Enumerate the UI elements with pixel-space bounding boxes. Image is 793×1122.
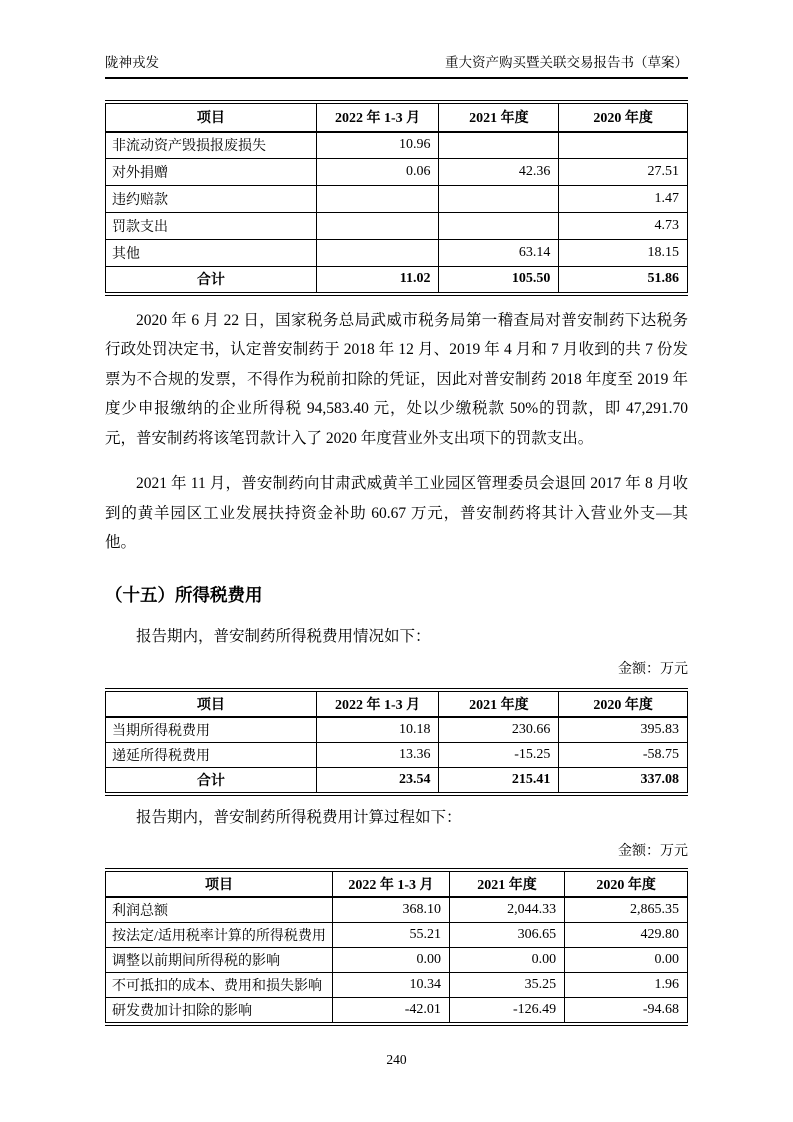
cell-value: 55.21 <box>332 922 449 947</box>
cell-value: 2,865.35 <box>565 897 688 923</box>
row-label: 不可抵扣的成本、费用和损失影响 <box>106 972 333 997</box>
cell-value: 0.00 <box>565 947 688 972</box>
cell-value: 10.34 <box>332 972 449 997</box>
non-operating-expenses-table <box>105 100 688 296</box>
cell-value: 105.50 <box>439 267 559 294</box>
cell-value: 27.51 <box>559 159 688 186</box>
table-row <box>106 997 688 1024</box>
income-tax-expense-table <box>105 688 688 796</box>
table-row <box>106 972 688 997</box>
table-header-row <box>106 690 688 717</box>
cell-value: -42.01 <box>332 997 449 1024</box>
cell-value: 13.36 <box>316 743 439 768</box>
page-content <box>105 0 688 1068</box>
header-right-title: 重大资产购买暨关联交易报告书（草案） <box>445 55 688 70</box>
cell-value: 395.83 <box>559 717 688 743</box>
cell-value: 368.10 <box>332 897 449 923</box>
row-label: 研发费加计扣除的影响 <box>106 997 333 1024</box>
table-row <box>106 922 688 947</box>
table-row <box>106 132 688 159</box>
cell-value: 0.00 <box>449 947 564 972</box>
table-row <box>106 947 688 972</box>
cell-value: 337.08 <box>559 768 688 795</box>
row-label: 非流动资产毁损报废损失 <box>106 132 317 159</box>
cell-value: 0.00 <box>332 947 449 972</box>
table-row <box>106 897 688 923</box>
cell-value <box>439 186 559 213</box>
cell-value: 4.73 <box>559 213 688 240</box>
row-label: 利润总额 <box>106 897 333 923</box>
row-label: 递延所得税费用 <box>106 743 317 768</box>
intro-income-tax-calculation: 报告期内，普安制药所得税费用计算过程如下： <box>136 809 462 827</box>
column-header: 2022 年 1-3 月 <box>316 102 439 132</box>
table-total-row <box>106 267 688 294</box>
cell-value: 51.86 <box>559 267 688 294</box>
page-number: 240 <box>386 1051 407 1067</box>
cell-value <box>559 132 688 159</box>
row-label: 调整以前期间所得税的影响 <box>106 947 333 972</box>
column-header: 2021 年度 <box>439 102 559 132</box>
column-header: 项目 <box>106 870 333 897</box>
table-row <box>106 743 688 768</box>
table-header-row <box>106 102 688 132</box>
running-header <box>105 0 688 79</box>
cell-value: 35.25 <box>449 972 564 997</box>
paragraph-subsidy-return: 2021 年 11 月，普安制药向甘肃武威黄羊工业园区管理委员会退回 2017 年 8 月收到的黄羊园区工业发展扶持资金补助 60.67 万元，普安制药将其计入营业外支—其他。 <box>105 475 688 552</box>
column-header: 2022 年 1-3 月 <box>332 870 449 897</box>
row-label: 其他 <box>106 240 317 267</box>
cell-value: 230.66 <box>439 717 559 743</box>
row-label: 合计 <box>106 267 317 294</box>
cell-value <box>439 213 559 240</box>
column-header: 2021 年度 <box>439 690 559 717</box>
cell-value: 63.14 <box>439 240 559 267</box>
cell-value: 0.06 <box>316 159 439 186</box>
column-header: 项目 <box>106 690 317 717</box>
income-tax-calculation-table <box>105 868 688 1026</box>
cell-value: -15.25 <box>439 743 559 768</box>
cell-value: 2,044.33 <box>449 897 564 923</box>
cell-value: 1.96 <box>565 972 688 997</box>
cell-value: -58.75 <box>559 743 688 768</box>
cell-value: 10.96 <box>316 132 439 159</box>
column-header: 项目 <box>106 102 317 132</box>
cell-value: -94.68 <box>565 997 688 1024</box>
unit-label-2: 金额：万元 <box>618 843 688 859</box>
section-heading-income-tax: （十五）所得税费用 <box>105 584 263 605</box>
row-label: 当期所得税费用 <box>106 717 317 743</box>
cell-value: 18.15 <box>559 240 688 267</box>
column-header: 2021 年度 <box>449 870 564 897</box>
cell-value: 215.41 <box>439 768 559 795</box>
column-header: 2022 年 1-3 月 <box>316 690 439 717</box>
cell-value: 11.02 <box>316 267 439 294</box>
cell-value: 429.80 <box>565 922 688 947</box>
table-row <box>106 717 688 743</box>
cell-value: 1.47 <box>559 186 688 213</box>
row-label: 对外捐赠 <box>106 159 317 186</box>
row-label: 罚款支出 <box>106 213 317 240</box>
unit-label-1: 金额：万元 <box>618 662 688 678</box>
table-total-row <box>106 768 688 795</box>
row-label: 违约赔款 <box>106 186 317 213</box>
row-label: 按法定/适用税率计算的所得税费用 <box>106 922 333 947</box>
table-row <box>106 213 688 240</box>
table-row <box>106 159 688 186</box>
column-header: 2020 年度 <box>565 870 688 897</box>
table-header-row <box>106 870 688 897</box>
cell-value <box>316 213 439 240</box>
table-row <box>106 186 688 213</box>
cell-value: 42.36 <box>439 159 559 186</box>
row-label: 合计 <box>106 768 317 795</box>
cell-value: 23.54 <box>316 768 439 795</box>
intro-income-tax-expense: 报告期内，普安制药所得税费用情况如下： <box>136 627 431 645</box>
cell-value <box>316 240 439 267</box>
cell-value <box>439 132 559 159</box>
cell-value: 10.18 <box>316 717 439 743</box>
cell-value <box>316 186 439 213</box>
table-row <box>106 240 688 267</box>
cell-value: 306.65 <box>449 922 564 947</box>
paragraph-tax-penalty: 2020 年 6 月 22 日，国家税务总局武威市税务局第一稽查局对普安制药下达税务行政处罚决定书，认定普安制药于 2018 年 12 月、2019 年 4 月和 7 月收到的共 7 份发票为不合规的发票，不得作为税前扣除的凭证，因此对普安制药 2018 年度至 2019 年度少申报缴纳的企业所得税 94,583.40 元，处以少缴税款 50%的罚款，即 47,291.70 元，普安制药将该笔罚款计入了 2020 年度营业外支出项下的罚款支出。 <box>105 311 688 447</box>
header-left-title: 陇神戎发 <box>105 55 159 70</box>
cell-value: -126.49 <box>449 997 564 1024</box>
column-header: 2020 年度 <box>559 102 688 132</box>
column-header: 2020 年度 <box>559 690 688 717</box>
